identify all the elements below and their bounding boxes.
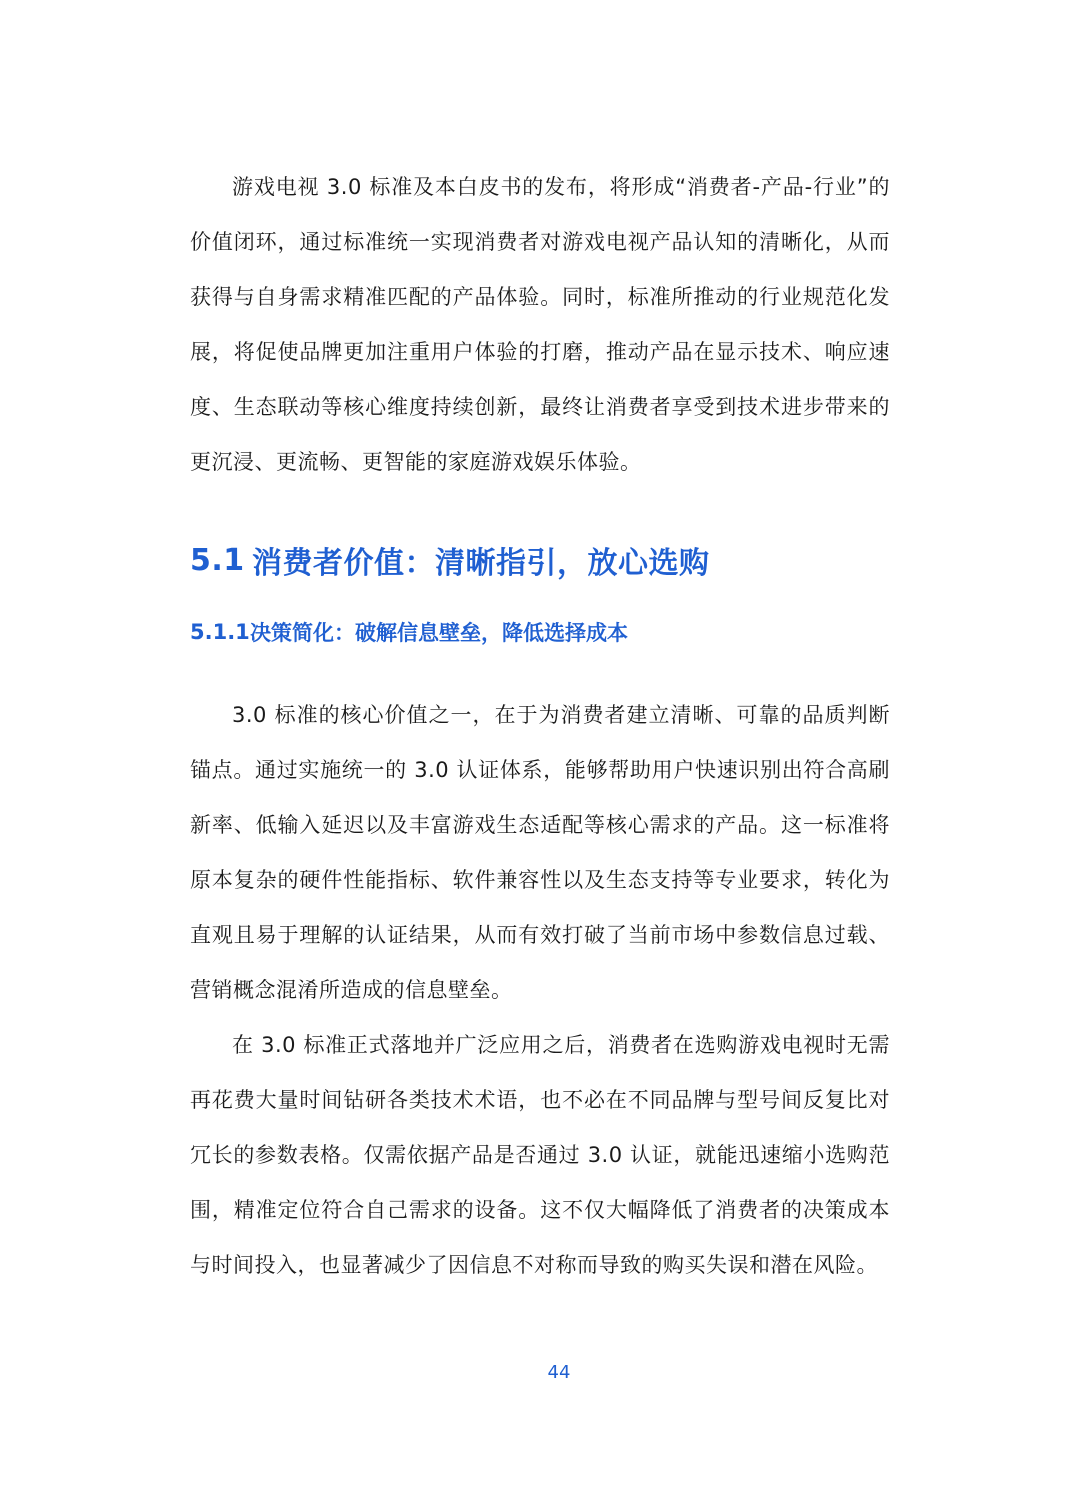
section-title: 消费者价值：清晰指引，放心选购	[252, 546, 710, 581]
subsection-title: 决策简化：破解信息壁垒，降低选择成本	[250, 621, 628, 645]
page-number: 44	[547, 1362, 571, 1383]
body-paragraph-2: 在 3.0 标准正式落地并广泛应用之后，消费者在选购游戏电视时无需再花费大量时间钻研各类技术术语，也不必在不同品牌与型号间反复比对冗长的参数表格。仅需依据产品是否通过 3.0 认证，就能迅速缩小选购范围，精准定位符合自己需求的设备。这不仅大幅降低了消费者的决策成本与时间投入，也显著减少了因信息不对称而导致的购买失误和潜在风险。	[190, 1033, 890, 1277]
intro-paragraph: 游戏电视 3.0 标准及本白皮书的发布，将形成“消费者-产品-行业”的价值闭环，通过标准统一实现消费者对游戏电视产品认知的清晰化，从而获得与自身需求精准匹配的产品体验。同时，标准所推动的行业规范化发展，将促使品牌更加注重用户体验的打磨，推动产品在显示技术、响应速度、生态联动等核心维度持续创新，最终让消费者享受到技术进步带来的更沉浸、更流畅、更智能的家庭游戏娱乐体验。	[190, 175, 890, 474]
subsection-number: 5.1.1	[190, 620, 250, 644]
page-content	[190, 160, 890, 1293]
subsection-heading	[190, 612, 890, 652]
section-number: 5.1	[190, 542, 245, 578]
body-paragraph-1: 3.0 标准的核心价值之一，在于为消费者建立清晰、可靠的品质判断锚点。通过实施统一的 3.0 认证体系，能够帮助用户快速识别出符合高刷新率、低输入延迟以及丰富游戏生态适配等核心需求的产品。这一标准将原本复杂的硬件性能指标、软件兼容性以及生态支持等专业要求，转化为直观且易于理解的认证结果，从而有效打破了当前市场中参数信息过载、营销概念混淆所造成的信息壁垒。	[190, 703, 890, 1002]
section-heading	[190, 530, 890, 590]
